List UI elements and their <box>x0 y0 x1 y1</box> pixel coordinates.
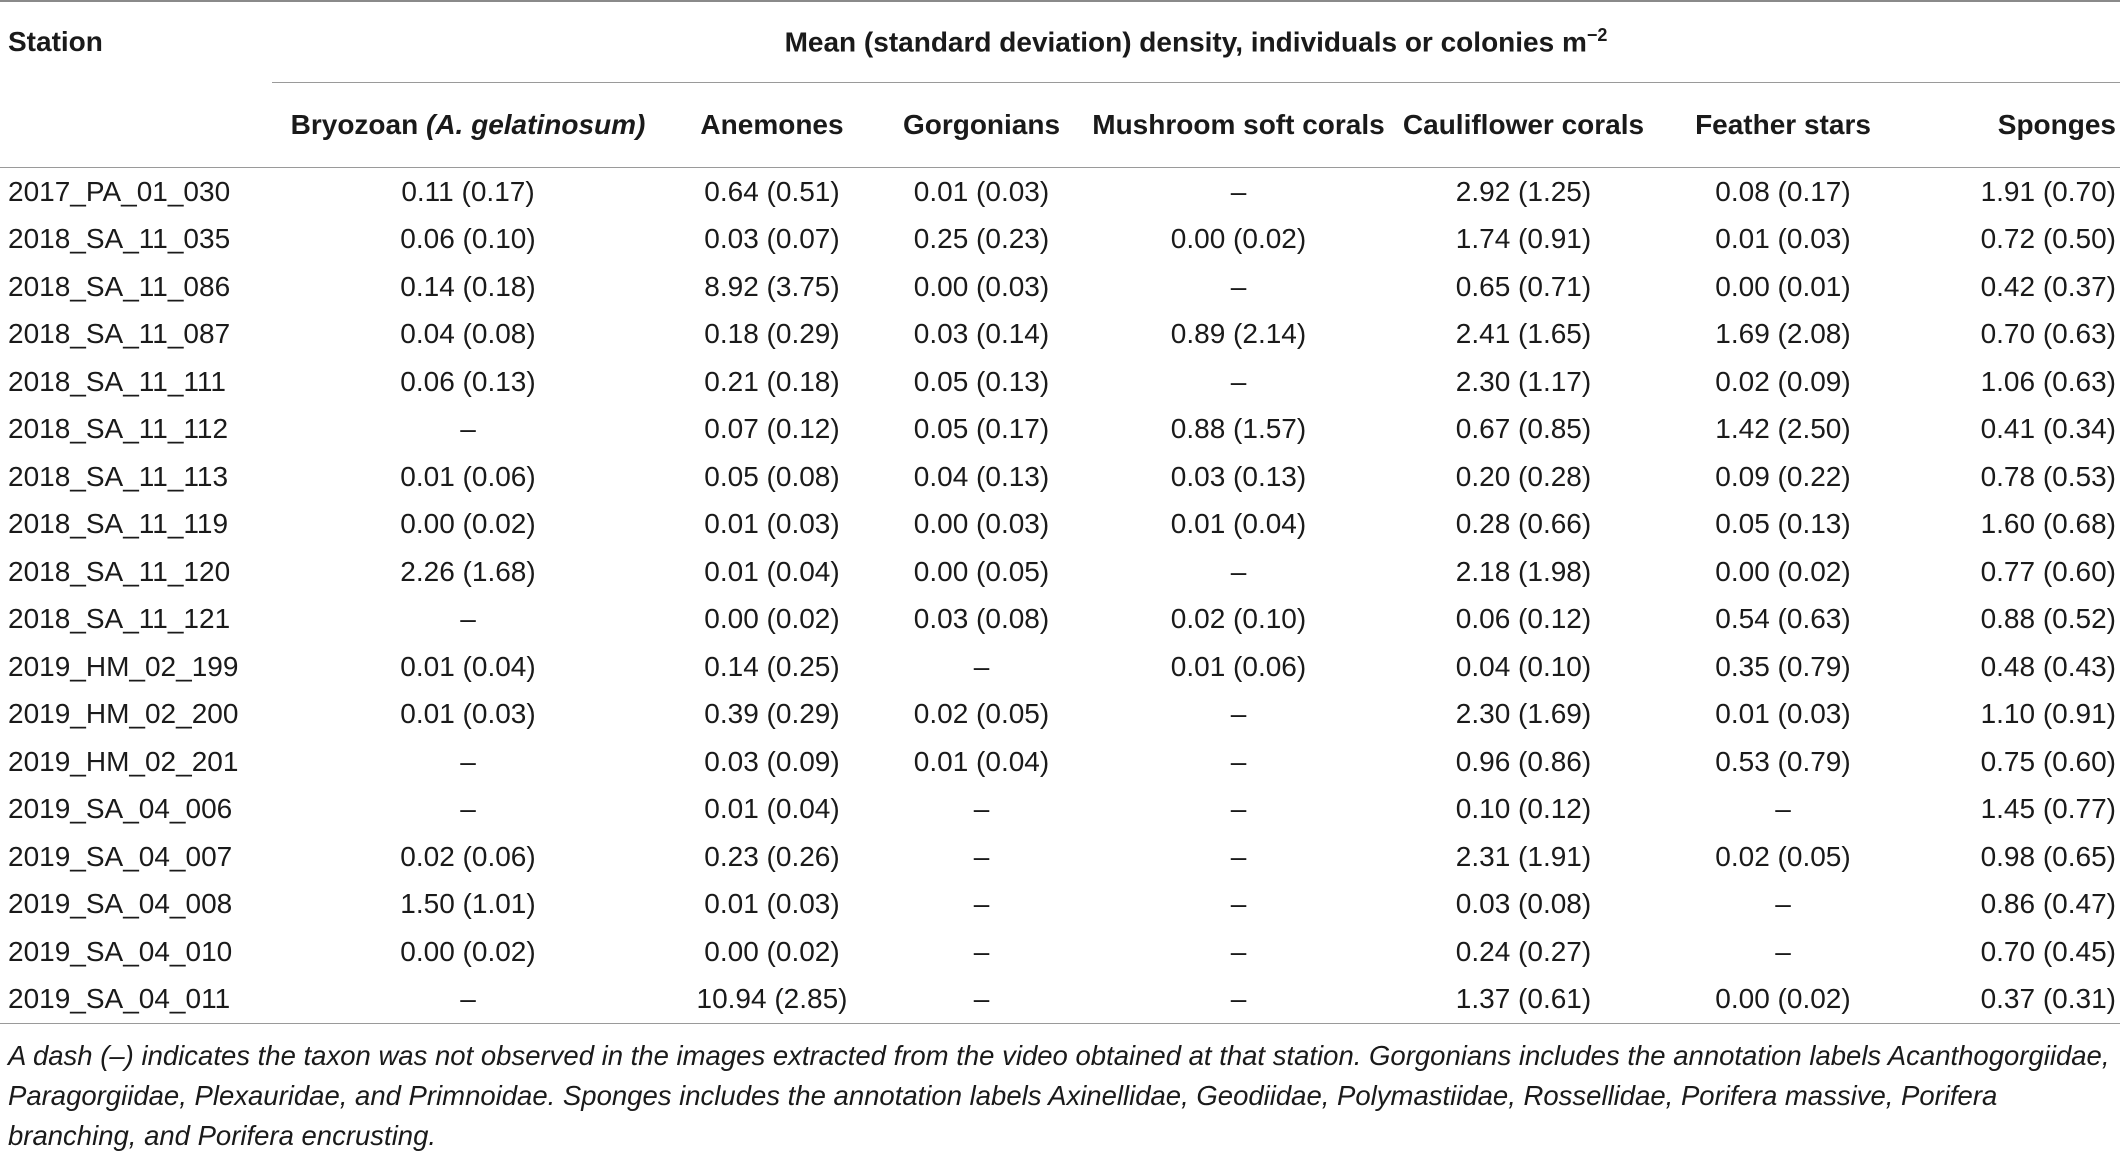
value-cell: 0.21 (0.18) <box>704 365 840 397</box>
value-cell: 0.01 (0.04) <box>704 793 840 825</box>
value-cell: 0.04 (0.08) <box>400 318 536 350</box>
station-cell: 2018_SA_11_120 <box>8 555 231 587</box>
value-cell: 0.02 (0.10) <box>1170 603 1307 635</box>
value-cell: 2.31 (1.91) <box>1455 840 1592 872</box>
value-cell: – <box>1230 365 1247 397</box>
column-header-label: Cauliflower corals <box>1402 109 1645 140</box>
value-cell: 0.00 (0.02) <box>400 935 536 967</box>
table-row <box>0 976 2120 1024</box>
value-cell: – <box>1775 935 1791 967</box>
value-cell: 0.09 (0.22) <box>1715 460 1851 492</box>
value-cell: 0.00 (0.02) <box>704 603 840 635</box>
station-cell: 2018_SA_11_112 <box>8 413 229 445</box>
column-header-5 <box>1653 83 1913 168</box>
value-cell: – <box>1230 270 1247 302</box>
value-cell: 0.01 (0.04) <box>913 745 1050 777</box>
value-cell: 2.30 (1.69) <box>1455 698 1592 730</box>
value-cell: 0.00 (0.05) <box>913 555 1050 587</box>
value-cell: 0.05 (0.13) <box>1715 508 1851 540</box>
value-cell: 0.65 (0.71) <box>1455 270 1592 302</box>
value-cell: 0.89 (2.14) <box>1170 318 1307 350</box>
value-cell: 0.37 (0.31) <box>1980 983 2116 1015</box>
value-cell: 1.60 (0.68) <box>1980 508 2116 540</box>
value-cell: – <box>1230 840 1247 872</box>
value-cell: 0.78 (0.53) <box>1980 460 2116 492</box>
value-cell: 1.42 (2.50) <box>1715 413 1851 445</box>
station-header: Station <box>8 26 103 57</box>
value-cell: 0.06 (0.13) <box>400 365 536 397</box>
station-cell: 2019_HM_02_201 <box>8 745 239 777</box>
column-header-species: (A. gelatinosum) <box>426 109 646 140</box>
station-cell: 2017_PA_01_030 <box>8 175 231 207</box>
value-cell: 0.00 (0.02) <box>400 508 536 540</box>
table-row <box>0 786 2120 834</box>
value-cell: 8.92 (3.75) <box>704 270 840 302</box>
table-row <box>0 738 2120 786</box>
value-cell: 0.18 (0.29) <box>704 318 840 350</box>
table-row <box>0 216 2120 264</box>
value-cell: 1.37 (0.61) <box>1455 983 1592 1015</box>
bottom-rule <box>0 1024 2120 1025</box>
value-cell: – <box>460 603 476 635</box>
value-cell: 0.06 (0.12) <box>1455 603 1592 635</box>
value-cell: 0.01 (0.03) <box>400 698 536 730</box>
column-header-label: Bryozoan <box>290 109 426 140</box>
table-row <box>0 358 2120 406</box>
value-cell: 2.30 (1.17) <box>1455 365 1592 397</box>
value-cell: 0.07 (0.12) <box>704 413 840 445</box>
value-cell: 0.01 (0.03) <box>704 888 840 920</box>
value-cell: – <box>1230 888 1247 920</box>
column-header-4 <box>1394 83 1653 168</box>
station-cell: 2019_SA_04_008 <box>8 888 233 920</box>
value-cell: 0.98 (0.65) <box>1980 840 2116 872</box>
table-row <box>0 501 2120 549</box>
column-header-3 <box>1083 83 1394 168</box>
value-cell: 0.05 (0.17) <box>913 413 1050 445</box>
table-row <box>0 643 2120 691</box>
value-cell: 0.41 (0.34) <box>1980 413 2116 445</box>
spanning-header-row <box>0 1 2120 83</box>
value-cell: 0.03 (0.07) <box>704 223 840 255</box>
value-cell: 0.88 (0.52) <box>1980 603 2116 635</box>
table-row <box>0 833 2120 881</box>
value-cell: 0.14 (0.25) <box>704 650 840 682</box>
value-cell: – <box>460 745 476 777</box>
value-cell: 0.70 (0.45) <box>1980 935 2116 967</box>
value-cell: 2.41 (1.65) <box>1455 318 1592 350</box>
value-cell: – <box>973 888 990 920</box>
value-cell: – <box>1775 888 1791 920</box>
value-cell: 0.03 (0.08) <box>913 603 1050 635</box>
table-footnote: A dash (–) indicates the taxon was not observed in the images extracted from the video obtained at that station. Gorgonians includes the annotation labels Acanthogorgiidae, Paragorgiidae, Plexauridae, and Primnoidae. Sponges includes the annotation labels Axinellidae, Geodiidae, Polymastiidae, Rossellidae, Porifera massive, Porifera branching, and Porifera encrusting. <box>8 1040 2110 1151</box>
value-cell: 0.01 (0.03) <box>704 508 840 540</box>
column-header-0 <box>272 83 664 168</box>
value-cell: 0.00 (0.03) <box>913 270 1050 302</box>
table-row <box>0 881 2120 929</box>
value-cell: 0.25 (0.23) <box>913 223 1050 255</box>
station-cell: 2019_SA_04_011 <box>8 983 231 1015</box>
column-header-6 <box>1913 83 2120 168</box>
value-cell: 0.08 (0.17) <box>1715 175 1851 207</box>
table-body <box>0 168 2120 1024</box>
value-cell: 2.92 (1.25) <box>1455 175 1592 207</box>
value-cell: 1.74 (0.91) <box>1455 223 1592 255</box>
value-cell: 1.45 (0.77) <box>1980 793 2116 825</box>
value-cell: 0.00 (0.01) <box>1715 270 1851 302</box>
value-cell: 1.50 (1.01) <box>400 888 536 920</box>
value-cell: 0.00 (0.02) <box>1170 223 1307 255</box>
value-cell: 1.10 (0.91) <box>1980 698 2116 730</box>
value-cell: 0.75 (0.60) <box>1980 745 2116 777</box>
station-cell: 2019_HM_02_199 <box>8 650 239 682</box>
value-cell: 1.06 (0.63) <box>1980 365 2116 397</box>
value-cell: 0.04 (0.10) <box>1455 650 1592 682</box>
value-cell: 0.01 (0.04) <box>704 555 840 587</box>
table-row <box>0 263 2120 311</box>
value-cell: 0.72 (0.50) <box>1980 223 2116 255</box>
value-cell: 0.20 (0.28) <box>1455 460 1592 492</box>
value-cell: – <box>1230 555 1247 587</box>
value-cell: – <box>973 935 990 967</box>
station-cell: 2018_SA_11_119 <box>8 508 229 540</box>
spanning-header-text: Mean (standard deviation) density, individuals or colonies m <box>784 26 1587 58</box>
value-cell: – <box>1775 793 1791 825</box>
value-cell: 0.04 (0.13) <box>913 460 1050 492</box>
value-cell: 0.10 (0.12) <box>1455 793 1592 825</box>
value-cell: 0.00 (0.02) <box>1715 555 1851 587</box>
value-cell: 0.86 (0.47) <box>1980 888 2116 920</box>
value-cell: – <box>460 413 476 445</box>
value-cell: 0.39 (0.29) <box>704 698 840 730</box>
value-cell: 0.11 (0.17) <box>401 175 535 207</box>
value-cell: – <box>1230 935 1247 967</box>
value-cell: – <box>460 793 476 825</box>
value-cell: 0.05 (0.08) <box>704 460 840 492</box>
station-cell: 2018_SA_11_087 <box>8 318 231 350</box>
value-cell: 0.01 (0.04) <box>400 650 536 682</box>
value-cell: 0.02 (0.09) <box>1715 365 1851 397</box>
table-row <box>0 691 2120 739</box>
value-cell: 0.14 (0.18) <box>400 270 536 302</box>
value-cell: 0.28 (0.66) <box>1455 508 1592 540</box>
column-header-2 <box>880 83 1083 168</box>
value-cell: 0.54 (0.63) <box>1715 603 1851 635</box>
value-cell: 0.06 (0.10) <box>400 223 536 255</box>
value-cell: – <box>460 983 476 1015</box>
value-cell: 1.69 (2.08) <box>1715 318 1851 350</box>
spanning-header <box>272 1 2120 83</box>
value-cell: – <box>1230 175 1247 207</box>
station-cell: 2019_SA_04_007 <box>8 840 233 872</box>
value-cell: – <box>973 650 990 682</box>
value-cell: – <box>1230 698 1247 730</box>
column-header-label: Anemones <box>700 109 844 140</box>
column-header-label: Mushroom soft corals <box>1092 109 1385 140</box>
value-cell: 0.03 (0.08) <box>1455 888 1592 920</box>
value-cell: 0.02 (0.05) <box>913 698 1050 730</box>
value-cell: 0.96 (0.86) <box>1455 745 1592 777</box>
value-cell: 0.88 (1.57) <box>1170 413 1307 445</box>
value-cell: 0.70 (0.63) <box>1980 318 2116 350</box>
value-cell: 0.01 (0.04) <box>1170 508 1307 540</box>
value-cell: 0.35 (0.79) <box>1715 650 1851 682</box>
value-cell: 0.24 (0.27) <box>1455 935 1592 967</box>
value-cell: 0.77 (0.60) <box>1980 555 2116 587</box>
value-cell: – <box>1230 793 1247 825</box>
spanning-header-superscript: −2 <box>1586 25 1608 46</box>
value-cell: 0.03 (0.13) <box>1170 460 1307 492</box>
table-row <box>0 596 2120 644</box>
table-row <box>0 311 2120 359</box>
table-row <box>0 168 2120 216</box>
table-row <box>0 406 2120 454</box>
station-cell: 2018_SA_11_121 <box>8 603 231 635</box>
column-header-row <box>0 83 2120 168</box>
value-cell: – <box>1230 745 1247 777</box>
station-cell: 2019_SA_04_010 <box>8 935 233 967</box>
value-cell: 0.42 (0.37) <box>1980 270 2116 302</box>
value-cell: 0.01 (0.03) <box>1715 223 1851 255</box>
column-header-label: Sponges <box>1997 109 2116 140</box>
value-cell: 0.01 (0.06) <box>400 460 536 492</box>
column-header-1 <box>664 83 880 168</box>
column-header-label: Gorgonians <box>902 109 1061 140</box>
value-cell: 0.01 (0.06) <box>1170 650 1307 682</box>
table-row <box>0 453 2120 501</box>
station-cell: 2018_SA_11_086 <box>8 270 231 302</box>
value-cell: 0.03 (0.09) <box>704 745 840 777</box>
value-cell: 0.53 (0.79) <box>1715 745 1851 777</box>
value-cell: 0.67 (0.85) <box>1455 413 1592 445</box>
table-row <box>0 548 2120 596</box>
value-cell: 0.23 (0.26) <box>704 840 840 872</box>
value-cell: 0.01 (0.03) <box>913 175 1050 207</box>
value-cell: 2.26 (1.68) <box>400 555 536 587</box>
value-cell: 0.02 (0.06) <box>400 840 536 872</box>
column-header-label: Feather stars <box>1695 109 1871 140</box>
value-cell: – <box>973 983 990 1015</box>
value-cell: – <box>973 840 990 872</box>
value-cell: 0.03 (0.14) <box>913 318 1050 350</box>
station-cell: 2018_SA_11_113 <box>8 460 229 492</box>
station-cell: 2019_SA_04_006 <box>8 793 233 825</box>
station-cell: 2019_HM_02_200 <box>8 698 239 730</box>
value-cell: 0.00 (0.02) <box>704 935 840 967</box>
value-cell: – <box>973 793 990 825</box>
value-cell: 0.00 (0.02) <box>1715 983 1851 1015</box>
value-cell: 0.48 (0.43) <box>1980 650 2116 682</box>
value-cell: 0.01 (0.03) <box>1715 698 1851 730</box>
value-cell: 10.94 (2.85) <box>696 983 848 1015</box>
table-row <box>0 928 2120 976</box>
value-cell: 0.64 (0.51) <box>704 175 840 207</box>
value-cell: 0.05 (0.13) <box>913 365 1050 397</box>
value-cell: 0.02 (0.05) <box>1715 840 1851 872</box>
station-cell: 2018_SA_11_035 <box>8 223 231 255</box>
value-cell: – <box>1230 983 1247 1015</box>
value-cell: 0.00 (0.03) <box>913 508 1050 540</box>
value-cell: 1.91 (0.70) <box>1980 175 2116 207</box>
value-cell: 2.18 (1.98) <box>1455 555 1592 587</box>
station-cell: 2018_SA_11_111 <box>8 365 226 397</box>
